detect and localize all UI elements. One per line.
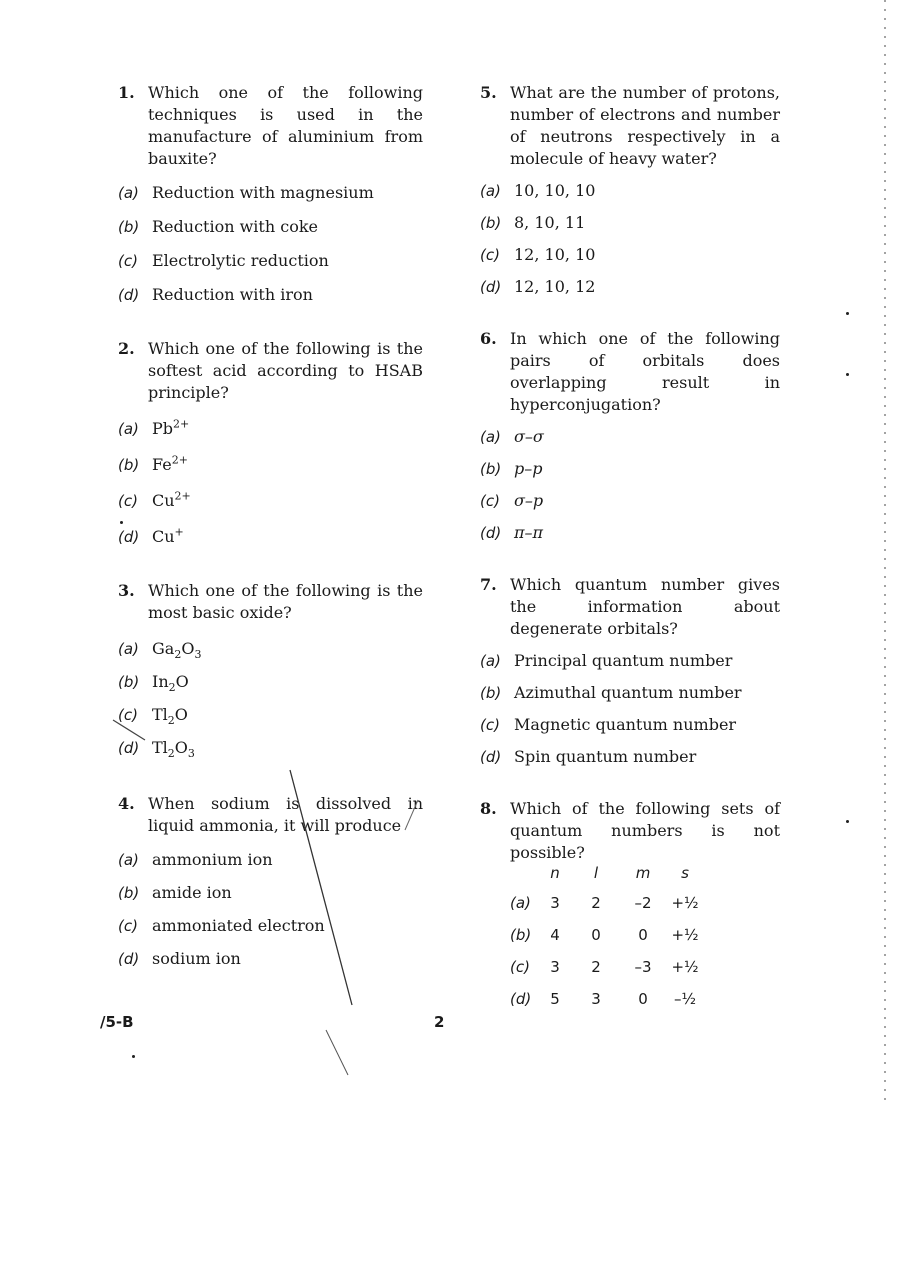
value-l: 2 — [591, 894, 601, 912]
header-s: s — [681, 864, 689, 882]
option-label: (a) — [480, 652, 501, 670]
ion-symbol: Pb — [152, 419, 174, 438]
question-number: 8. — [480, 799, 497, 818]
option-label: (d) — [118, 739, 140, 757]
option-text: 12, 10, 12 — [514, 277, 596, 296]
scan-speck — [132, 1055, 135, 1058]
formula-subscript: 2 — [167, 747, 175, 761]
scan-edge-marks — [884, 0, 886, 1100]
option-text: σ–σ — [514, 427, 544, 446]
scan-speck — [846, 373, 849, 376]
ion-charge: + — [174, 525, 184, 539]
question-text: Which quantum number gives the information about degenerate orbitals? — [510, 575, 780, 638]
option-label: (d) — [510, 990, 532, 1008]
question-text: In which one of the following pairs of orbitals does overlapping result in hyperconjugation? — [510, 329, 780, 414]
value-m: 0 — [638, 926, 648, 944]
value-s: +½ — [671, 958, 699, 976]
formula-part: O — [174, 738, 188, 757]
option-label: (c) — [118, 492, 138, 510]
formula-subscript: 2 — [174, 648, 182, 662]
formula-part: Tl — [152, 738, 168, 757]
formula-part: O — [175, 672, 189, 691]
option-text: Reduction with magnesium — [152, 183, 374, 202]
option-label: (b) — [480, 460, 502, 478]
paper-code: /5-B — [100, 1013, 134, 1031]
question-text: Which of the following sets of quantum numbers is not possible? — [510, 799, 780, 862]
option-text: ammoniated electron — [152, 916, 325, 935]
option-text: Spin quantum number — [514, 747, 697, 766]
ion-charge: 2+ — [174, 489, 191, 503]
pen-stroke — [326, 1030, 348, 1075]
ion-symbol: Cu — [152, 491, 175, 510]
scan-speck — [846, 312, 849, 315]
ion-charge: 2+ — [171, 453, 188, 467]
formula-part: Tl — [152, 705, 168, 724]
value-n: 5 — [550, 990, 560, 1008]
option-label: (b) — [510, 926, 532, 944]
formula-part: O — [181, 639, 195, 658]
option-label: (b) — [118, 884, 140, 902]
option-label: (b) — [480, 684, 502, 702]
option-label: (c) — [118, 917, 138, 935]
question-number: 5. — [480, 83, 497, 102]
option-text: Reduction with coke — [152, 217, 318, 236]
option-text: ammonium ion — [152, 850, 273, 869]
option-text: Azimuthal quantum number — [514, 683, 742, 702]
option-label: (c) — [480, 246, 500, 264]
formula-part: Ga — [152, 639, 175, 658]
ion-symbol: Fe — [152, 455, 172, 474]
question-number: 1. — [118, 83, 135, 102]
option-label: (a) — [118, 640, 139, 658]
option-text: Electrolytic reduction — [152, 251, 329, 270]
option-text: sodium ion — [152, 949, 241, 968]
option-label: (a) — [480, 428, 501, 446]
formula-subscript: 3 — [194, 648, 202, 662]
option-text: 12, 10, 10 — [514, 245, 596, 264]
question-text: Which one of the following is the most basic oxide? — [148, 581, 423, 622]
header-m: m — [635, 864, 651, 882]
option-label: (a) — [118, 420, 139, 438]
question-text: Which one of the following techniques is used in the manufacture of aluminium from bauxite? — [148, 83, 423, 168]
value-s: +½ — [671, 926, 699, 944]
value-l: 2 — [591, 958, 601, 976]
question-number: 6. — [480, 329, 497, 348]
option-label: (d) — [118, 286, 140, 304]
ion-charge: 2+ — [173, 417, 190, 431]
option-text: 10, 10, 10 — [514, 181, 596, 200]
ion-symbol: Cu — [152, 527, 175, 546]
scan-speck — [846, 820, 849, 823]
value-s: –½ — [673, 990, 697, 1008]
option-text: π–π — [514, 523, 544, 542]
value-n: 4 — [550, 926, 560, 944]
option-text: p–p — [514, 459, 543, 478]
question-number: 3. — [118, 581, 135, 600]
value-m: 0 — [638, 990, 648, 1008]
option-label: (d) — [480, 524, 502, 542]
option-text: Magnetic quantum number — [514, 715, 737, 734]
option-label: (b) — [118, 218, 140, 236]
formula-subscript: 3 — [187, 747, 195, 761]
formula-subscript: 2 — [167, 714, 175, 728]
question-text: Which one of the following is the softest acid according to HSAB principle? — [148, 339, 423, 402]
option-label: (d) — [118, 950, 140, 968]
value-m: –2 — [634, 894, 652, 912]
value-l: 3 — [591, 990, 601, 1008]
option-label: (a) — [510, 894, 531, 912]
value-m: –3 — [634, 958, 652, 976]
option-label: (a) — [118, 184, 139, 202]
option-label: (b) — [118, 456, 140, 474]
option-text: σ–p — [514, 491, 544, 510]
question-number: 4. — [118, 794, 135, 813]
value-l: 0 — [591, 926, 601, 944]
option-label: (a) — [480, 182, 501, 200]
option-label: (d) — [480, 278, 502, 296]
page-number: 2 — [434, 1013, 445, 1031]
option-label: (a) — [118, 851, 139, 869]
option-text: Reduction with iron — [152, 285, 313, 304]
option-label: (c) — [480, 716, 500, 734]
value-n: 3 — [550, 894, 560, 912]
option-label: (d) — [480, 748, 502, 766]
question-text: What are the number of protons, number of electrons and number of neutrons respectively in a molecule of heavy water? — [510, 83, 780, 168]
question-number: 7. — [480, 575, 497, 594]
pen-stroke — [113, 720, 145, 740]
option-label: (b) — [480, 214, 502, 232]
option-label: (d) — [118, 528, 140, 546]
option-label: (c) — [118, 706, 138, 724]
option-text: amide ion — [152, 883, 232, 902]
value-n: 3 — [550, 958, 560, 976]
option-label: (c) — [480, 492, 500, 510]
option-label: (c) — [118, 252, 138, 270]
option-text: Principal quantum number — [514, 651, 733, 670]
header-n: n — [550, 864, 560, 882]
formula-subscript: 2 — [168, 681, 176, 695]
question-number: 2. — [118, 339, 135, 358]
option-label: (c) — [510, 958, 530, 976]
pen-stroke — [405, 800, 418, 830]
formula-part: In — [152, 672, 169, 691]
formula-part: O — [174, 705, 188, 724]
pen-stroke — [290, 770, 352, 1005]
option-text: 8, 10, 11 — [514, 213, 586, 232]
header-l: l — [593, 864, 599, 882]
value-s: +½ — [671, 894, 699, 912]
option-label: (b) — [118, 673, 140, 691]
question-text: When sodium is dissolved in liquid ammonia, it will produce — [148, 794, 423, 835]
scan-speck — [120, 521, 123, 524]
